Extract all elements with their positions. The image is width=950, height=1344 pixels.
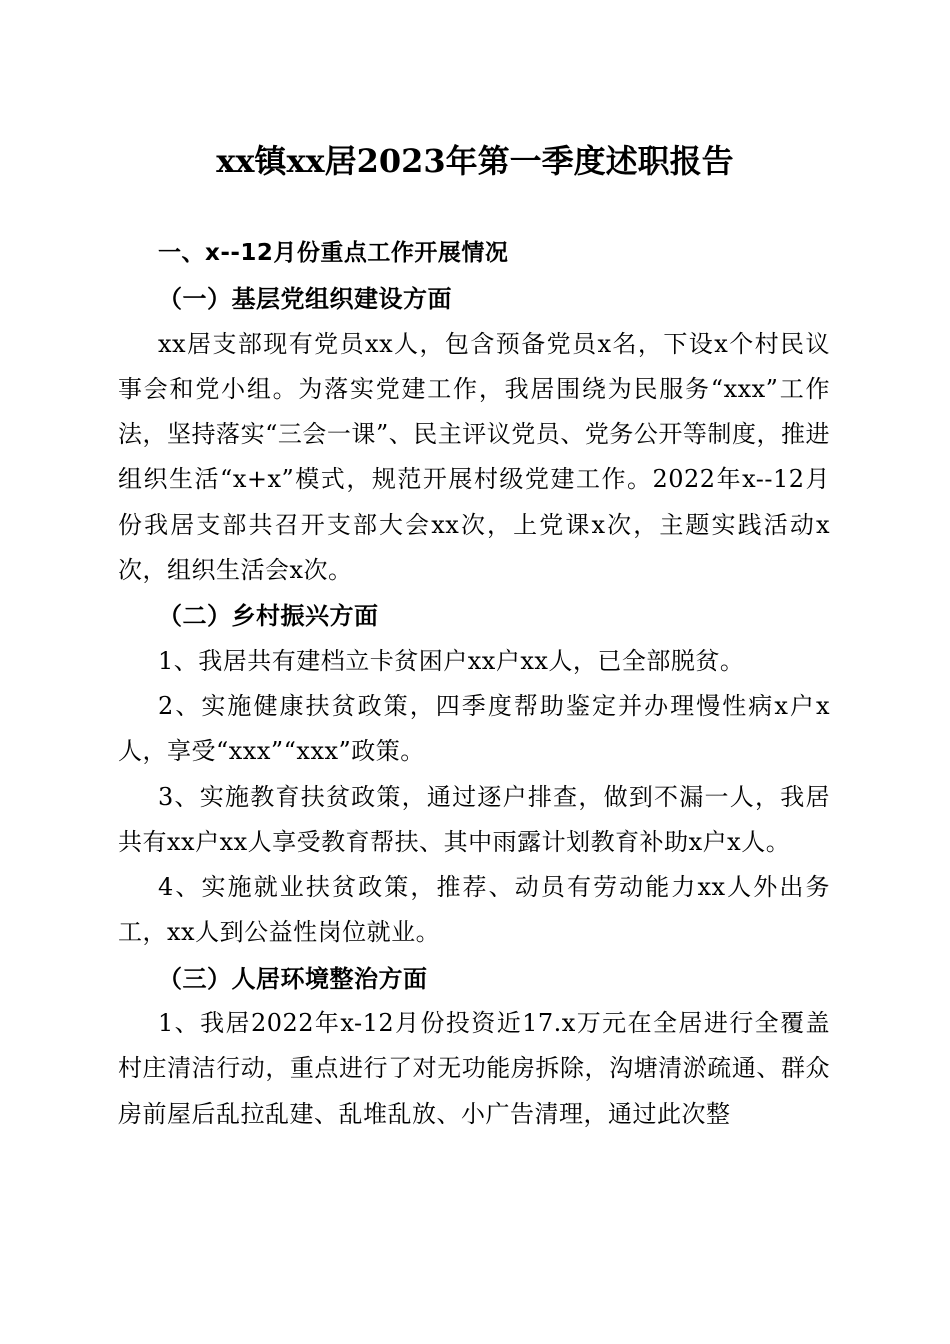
document-title: xx镇xx居2023年第一季度述职报告 (216, 142, 734, 180)
subsection-heading-rural-revitalization: （二）乡村振兴方面 (158, 601, 379, 631)
document-body (118, 231, 830, 1137)
paragraph-rural-item-3: 3、实施教育扶贫政策，通过逐户排查，做到不漏一人，我居共有xx户xx人享受教育帮扶、其中雨露计划教育补助x户x人。 (118, 782, 830, 856)
subsection-heading-living-environment: （三）人居环境整治方面 (158, 963, 428, 993)
paragraph-party-building: xx居支部现有党员xx人，包含预备党员x名，下设x个村民议事会和党小组。为落实党建工作，我居围绕为民服务“xxx”工作法，坚持落实“三会一课”、民主评议党员、党务公开等制度，推进组织生活“x+x”模式，规范开展村级党建工作。2022年x--12月份我居支部共召开支部大会xx次，上党课x次，主题实践活动x次，组织生活会x次。 (118, 329, 830, 585)
paragraph-rural-item-4: 4、实施就业扶贫政策，推荐、动员有劳动能力xx人外出务工，xx人到公益性岗位就业。 (118, 873, 830, 947)
paragraph-rural-item-2: 2、实施健康扶贫政策，四季度帮助鉴定并办理慢性病x户x人，享受“xxx”“xxx”政策。 (118, 691, 830, 766)
section-heading-1: 一、x--12月份重点工作开展情况 (158, 240, 509, 266)
paragraph-environment-item-1: 1、我居2022年x-12月份投资近17.x万元在全居进行全覆盖村庄清洁行动，重点进行了对无功能房拆除，沟塘清淤疏通、群众房前屋后乱拉乱建、乱堆乱放、小广告清理，通过此次整 (118, 1009, 830, 1128)
paragraph-rural-item-1: 1、我居共有建档立卡贫困户xx户xx人，已全部脱贫。 (158, 646, 745, 675)
subsection-heading-party-building: （一）基层党组织建设方面 (158, 284, 452, 314)
